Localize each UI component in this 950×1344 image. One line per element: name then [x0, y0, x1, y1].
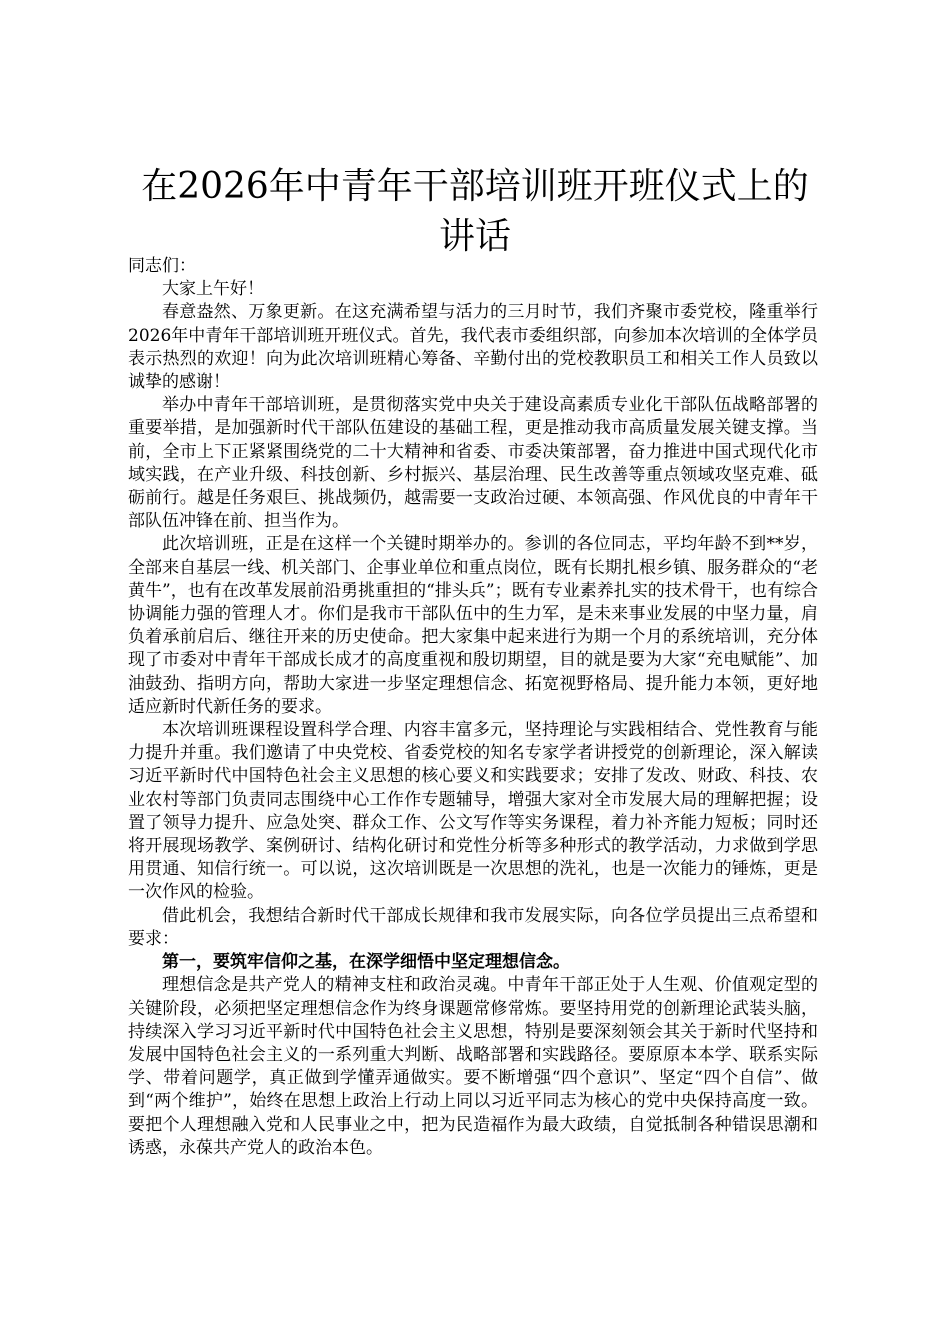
- participants-paragraph: 此次培训班，正是在这样一个关键时期举办的。参训的各位同志，平均年龄不到**岁，全部来自基层一线、机关部门、企事业单位和重点岗位，既有长期扎根乡镇、服务群众的“老黄牛”，也有在改革发展前沿勇挑重担的“排头兵”；既有专业素养扎实的技术骨干，也有综合协调能力强的管理人才。你们是我市干部队伍中的生力军，是未来事业发展的中坚力量，肩负着承前启后、继往开来的历史使命。把大家集中起来进行为期一个月的系统培训，充分体现了市委对中青年干部成长成才的高度重视和殷切期望，目的就是要为大家“充电赋能”、加油鼓劲、指明方向，帮助大家进一步坚定理想信念、拓宽视野格局、提升能力本领，更好地适应新时代新任务的要求。: [128, 534, 818, 717]
- requirements-intro-paragraph: 借此机会，我想结合新时代干部成长规律和我市发展实际，向各位学员提出三点希望和要求：: [128, 905, 818, 949]
- document-title: 在2026年中青年干部培训班开班仪式上的讲话: [141, 166, 809, 257]
- document-body: [128, 255, 818, 1160]
- significance-paragraph: 举办中青年干部培训班，是贯彻落实党中央关于建设高素质专业化干部队伍战略部署的重要举措，是加强新时代干部队伍建设的基础工程，更是推动我市高质量发展关键支撑。当前，全市上下正紧紧围绕党的二十大精神和省委、市委决策部署，奋力推进中国式现代化市域实践，在产业升级、科技创新、乡村振兴、基层治理、民生改善等重点领域攻坚克难、砥砺前行。越是任务艰巨、挑战频仍，越需要一支政治过硬、本领高强、作风优良的中青年干部队伍冲锋在前、担当作为。: [128, 395, 818, 532]
- section-heading-1: 第一，要筑牢信仰之基，在深学细悟中坚定理想信念。: [162, 952, 570, 973]
- curriculum-paragraph: 本次培训班课程设置科学合理、内容丰富多元，坚持理论与实践相结合、党性教育与能力提升并重。我们邀请了中央党校、省委党校的知名专家学者讲授党的创新理论，深入解读习近平新时代中国特色社会主义思想的核心要义和实践要求；安排了发改、财政、科技、农业农村等部门负责同志围绕中心工作作专题辅导，增强大家对全市发展大局的理解把握；设置了领导力提升、应急处突、群众工作、公文写作等实务课程，着力补齐能力短板；同时还将开展现场教学、案例研讨、结构化研讨和党性分析等多种形式的教学活动，力求做到学思用贯通、知信行统一。可以说，这次培训既是一次思想的洗礼，也是一次能力的锤炼，更是一次作风的检验。: [128, 720, 818, 903]
- ideals-paragraph: 理想信念是共产党人的精神支柱和政治灵魂。中青年干部正处于人生观、价值观定型的关键阶段，必须把坚定理想信念作为终身课题常修常炼。要坚持用党的创新理论武装头脑，持续深入学习习近平新时代中国特色社会主义思想，特别是要深刻领会其关于新时代坚持和发展中国特色社会主义的一系列重大判断、战略部署和实践路径。要原原本本学、联系实际学、带着问题学，真正做到学懂弄通做实。要不断增强“四个意识”、坚定“四个自信”、做到“两个维护”，始终在思想上政治上行动上同以习近平同志为核心的党中央保持高度一致。要把个人理想融入党和人民事业之中，把为民造福作为最大政绩，自觉抵制各种错误思潮和诱惑，永葆共产党人的政治本色。: [128, 975, 818, 1158]
- opening-paragraph: 春意盎然、万象更新。在这充满希望与活力的三月时节，我们齐聚市委党校，隆重举行2026年中青年干部培训班开班仪式。首先，我代表市委组织部，向参加本次培训的全体学员表示热烈的欢迎！向为此次培训班精心筹备、辛勤付出的党校教职员工和相关工作人员致以诚挚的感谢！: [128, 302, 818, 393]
- salutation: 同志们：: [128, 256, 196, 276]
- greeting-paragraph: 大家上午好！: [162, 279, 264, 300]
